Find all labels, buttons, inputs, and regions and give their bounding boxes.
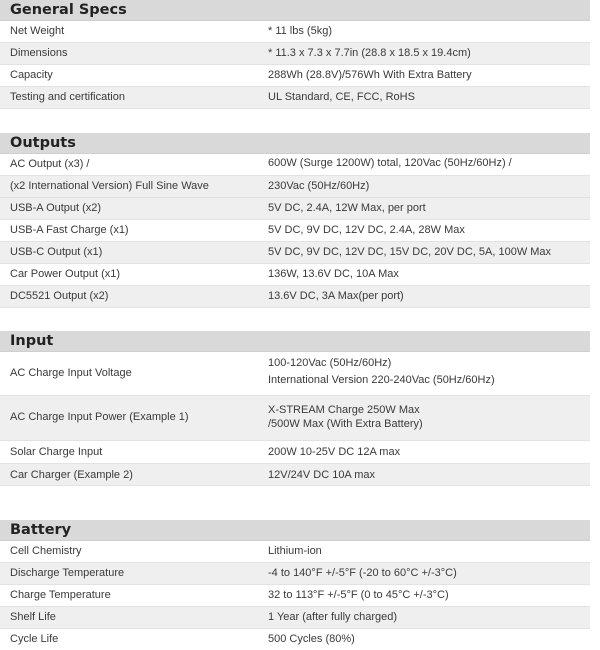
table-row xyxy=(0,352,590,396)
row-value: 200W 10-25V DC 12A max xyxy=(268,446,401,458)
row-value: 288Wh (28.8V)/576Wh With Extra Battery xyxy=(268,69,472,81)
row-value: 600W (Surge 1200W) total, 120Vac (50Hz/60Hz) / xyxy=(268,157,512,169)
row-label: (x2 International Version) Full Sine Wave xyxy=(10,180,209,192)
table-row xyxy=(0,65,590,87)
row-value-line: X-STREAM Charge 250W Max xyxy=(268,404,420,416)
row-label: USB-C Output (x1) xyxy=(10,246,103,258)
table-row xyxy=(0,198,590,220)
row-label: USB-A Output (x2) xyxy=(10,202,102,214)
row-value-line: International Version 220-240Vac (50Hz/60Hz) xyxy=(268,374,495,386)
row-value: 230Vac (50Hz/60Hz) xyxy=(268,180,370,192)
table-row xyxy=(0,220,590,242)
table-row xyxy=(0,87,590,109)
table-row xyxy=(0,396,590,441)
row-label: Testing and certification xyxy=(10,91,125,103)
row-value: 1 Year (after fully charged) xyxy=(268,611,398,623)
table-row xyxy=(0,563,590,585)
row-value: 5V DC, 9V DC, 12V DC, 2.4A, 28W Max xyxy=(268,224,465,236)
row-value: UL Standard, CE, FCC, RoHS xyxy=(268,91,415,103)
general-specs-section xyxy=(0,0,590,109)
row-label: Car Charger (Example 2) xyxy=(10,469,133,481)
row-label: Shelf Life xyxy=(10,611,56,623)
row-label: AC Charge Input Voltage xyxy=(10,367,132,379)
row-label: Charge Temperature xyxy=(10,589,111,601)
row-label: Cell Chemistry xyxy=(10,545,82,557)
row-value: 500 Cycles (80%) xyxy=(268,633,355,645)
row-label: Car Power Output (x1) xyxy=(10,268,121,280)
table-row xyxy=(0,286,590,308)
row-value xyxy=(268,357,495,387)
row-label: Capacity xyxy=(10,69,53,81)
section-title: Outputs xyxy=(0,133,590,154)
row-value: * 11 lbs (5kg) xyxy=(268,25,332,37)
row-label: Discharge Temperature xyxy=(10,567,125,579)
table-row xyxy=(0,21,590,43)
row-value: 5V DC, 2.4A, 12W Max, per port xyxy=(268,202,426,214)
section-title: Input xyxy=(0,331,590,352)
table-row xyxy=(0,541,590,563)
row-label: DC5521 Output (x2) xyxy=(10,290,109,302)
battery-section xyxy=(0,520,590,650)
row-value: 32 to 113°F +/-5°F (0 to 45°C +/-3°C) xyxy=(268,589,449,601)
table-row xyxy=(0,607,590,629)
section-title: Battery xyxy=(0,520,590,541)
row-label: AC Output (x3) / xyxy=(10,158,90,170)
row-value-line: /500W Max (With Extra Battery) xyxy=(268,418,423,430)
table-row xyxy=(0,176,590,198)
row-value: 136W, 13.6V DC, 10A Max xyxy=(268,268,399,280)
row-label: Net Weight xyxy=(10,25,65,37)
row-value-line: 100-120Vac (50Hz/60Hz) xyxy=(268,357,392,369)
row-label: AC Charge Input Power (Example 1) xyxy=(10,411,189,423)
outputs-section xyxy=(0,133,590,308)
table-row xyxy=(0,242,590,264)
row-value: 5V DC, 9V DC, 12V DC, 15V DC, 20V DC, 5A, 100W Max xyxy=(268,246,552,258)
table-row xyxy=(0,441,590,464)
row-value xyxy=(268,404,423,431)
row-value: * 11.3 x 7.3 x 7.7in (28.8 x 18.5 x 19.4cm) xyxy=(268,47,471,59)
row-value: 12V/24V DC 10A max xyxy=(268,469,376,481)
row-label: USB-A Fast Charge (x1) xyxy=(10,224,129,236)
row-label: Cycle Life xyxy=(10,633,59,645)
table-row xyxy=(0,464,590,486)
table-row xyxy=(0,264,590,286)
section-title: General Specs xyxy=(0,0,590,21)
table-row xyxy=(0,585,590,607)
input-section xyxy=(0,331,590,486)
row-label: Solar Charge Input xyxy=(10,446,103,458)
row-label: Dimensions xyxy=(10,47,68,59)
row-value: -4 to 140°F +/-5°F (-20 to 60°C +/-3°C) xyxy=(268,567,457,579)
table-row xyxy=(0,154,590,176)
row-value: 13.6V DC, 3A Max(per port) xyxy=(268,290,404,302)
table-row xyxy=(0,43,590,65)
row-value: Lithium-ion xyxy=(268,545,322,557)
